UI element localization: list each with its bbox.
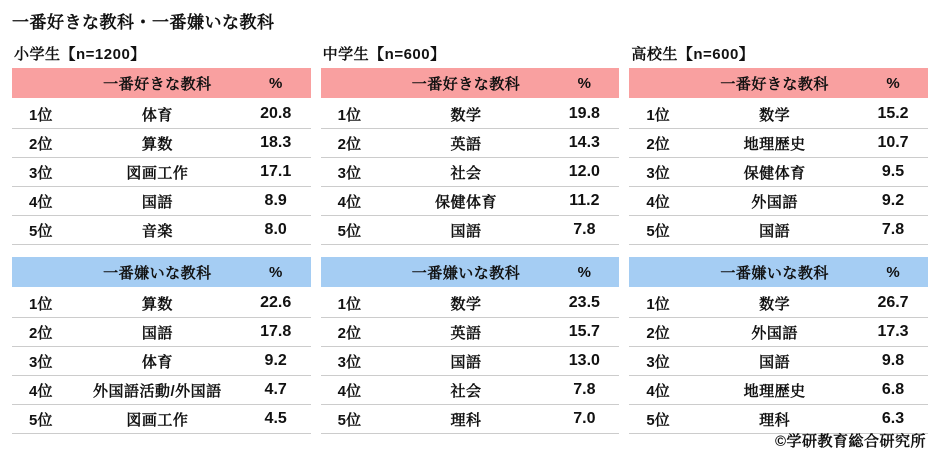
subject-cell: 英語 <box>450 324 482 342</box>
value-cell: 10.7 <box>877 134 909 151</box>
header-label: 一番嫌いな教科 <box>411 264 521 282</box>
rank-cell: 5位 <box>29 222 53 240</box>
rank-cell: 5位 <box>337 222 362 240</box>
rank-cell: 3位 <box>29 353 53 371</box>
percent-label: % <box>577 74 592 92</box>
rank-cell: 4位 <box>29 382 53 400</box>
section-header-favorite <box>321 68 620 98</box>
subject-cell: 数学 <box>450 295 482 313</box>
section-header-dislike <box>629 257 928 287</box>
rank-cell: 3位 <box>29 164 53 182</box>
value-cell: 7.8 <box>573 221 596 238</box>
value-cell: 20.8 <box>260 105 292 122</box>
value-cell: 14.3 <box>568 134 600 151</box>
rank-cell: 4位 <box>29 193 53 211</box>
rank-cell: 5位 <box>337 411 362 429</box>
subject-cell: 図画工作 <box>126 411 189 429</box>
percent-label: % <box>886 263 900 281</box>
table-row <box>629 347 928 376</box>
section-dislike <box>629 257 928 434</box>
rank-cell: 5位 <box>29 411 53 429</box>
table-row <box>629 187 928 216</box>
value-cell: 15.2 <box>877 105 909 122</box>
subject-cell: 社会 <box>450 382 482 400</box>
header-label: 一番嫌いな教科 <box>720 264 829 282</box>
rank-cell: 1位 <box>646 106 670 124</box>
value-cell: 15.7 <box>568 323 600 340</box>
table-row <box>629 129 928 158</box>
subject-cell: 算数 <box>141 295 173 313</box>
subject-cell: 英語 <box>450 135 482 153</box>
section-favorite <box>12 68 311 245</box>
value-cell: 4.7 <box>264 381 287 398</box>
value-cell: 6.8 <box>881 381 905 398</box>
table-row <box>321 376 620 405</box>
subject-cell: 体育 <box>141 106 173 124</box>
value-cell: 7.8 <box>881 221 905 238</box>
tables-container <box>12 41 928 434</box>
table-row <box>629 289 928 318</box>
table-row <box>12 158 311 187</box>
subject-cell: 図画工作 <box>126 164 189 182</box>
group-label: 高校生【n=600】 <box>631 46 755 63</box>
header-label: 一番嫌いな教科 <box>103 264 212 282</box>
group-elementary <box>12 41 311 434</box>
value-cell: 23.5 <box>568 294 600 311</box>
rank-cell: 3位 <box>337 164 362 182</box>
table-row <box>321 216 620 245</box>
table-row <box>629 318 928 347</box>
rank-cell: 2位 <box>646 324 670 342</box>
value-cell: 12.0 <box>568 163 600 180</box>
header-label: 一番好きな教科 <box>103 75 212 93</box>
section-dislike <box>12 257 311 434</box>
value-cell: 26.7 <box>877 294 909 311</box>
page-title: 一番好きな教科・一番嫌いな教科 <box>12 13 275 32</box>
value-cell: 9.2 <box>881 192 905 209</box>
rank-cell: 2位 <box>29 324 53 342</box>
table-row <box>12 289 311 318</box>
table-row <box>12 100 311 129</box>
rank-cell: 4位 <box>646 382 670 400</box>
value-cell: 7.0 <box>573 410 596 427</box>
subject-cell: 音楽 <box>141 222 173 240</box>
table-row <box>629 100 928 129</box>
subject-cell: 国語 <box>450 222 482 240</box>
section-header-favorite <box>629 68 928 98</box>
section-dislike <box>321 257 620 434</box>
subject-cell: 国語 <box>141 193 173 211</box>
table-row <box>12 318 311 347</box>
value-cell: 8.9 <box>264 192 287 209</box>
table-row <box>321 100 620 129</box>
rank-cell: 2位 <box>337 324 362 342</box>
value-cell: 19.8 <box>568 105 600 122</box>
percent-label: % <box>269 74 283 92</box>
rank-cell: 1位 <box>29 106 53 124</box>
rank-cell: 5位 <box>646 222 670 240</box>
subject-cell: 地理歴史 <box>743 135 806 153</box>
table-row <box>12 347 311 376</box>
table-row <box>321 158 620 187</box>
table-row <box>629 376 928 405</box>
table-row <box>12 376 311 405</box>
value-cell: 7.8 <box>573 381 596 398</box>
rank-cell: 5位 <box>646 411 670 429</box>
percent-label: % <box>269 263 283 281</box>
value-cell: 9.8 <box>881 352 905 369</box>
section-header-favorite <box>12 68 311 98</box>
subject-cell: 数学 <box>759 295 791 313</box>
subject-cell: 社会 <box>450 164 482 182</box>
value-cell: 9.2 <box>264 352 287 369</box>
subject-cell: 国語 <box>141 324 173 342</box>
table-row <box>12 187 311 216</box>
rank-cell: 4位 <box>646 193 670 211</box>
value-cell: 8.0 <box>264 221 287 238</box>
rank-cell: 1位 <box>337 295 362 313</box>
rank-cell: 2位 <box>646 135 670 153</box>
table-row <box>321 187 620 216</box>
subject-cell: 体育 <box>141 353 173 371</box>
table-row <box>629 216 928 245</box>
header-label: 一番好きな教科 <box>411 75 521 93</box>
subject-cell: 外国語 <box>751 193 798 211</box>
table-row <box>12 129 311 158</box>
rank-cell: 1位 <box>29 295 53 313</box>
percent-label: % <box>886 74 900 92</box>
table-row <box>12 405 311 434</box>
subject-cell: 理科 <box>759 411 791 429</box>
group-label: 小学生【n=1200】 <box>14 46 146 63</box>
rank-cell: 3位 <box>646 164 670 182</box>
table-row <box>321 318 620 347</box>
value-cell: 18.3 <box>260 134 292 151</box>
section-favorite <box>629 68 928 245</box>
rank-cell: 2位 <box>29 135 53 153</box>
rank-cell: 3位 <box>646 353 670 371</box>
table-row <box>629 158 928 187</box>
table-row <box>321 289 620 318</box>
table-row <box>12 216 311 245</box>
subject-cell: 地理歴史 <box>743 382 806 400</box>
subject-cell: 外国語活動/外国語 <box>93 382 222 400</box>
value-cell: 17.1 <box>260 163 292 180</box>
table-row <box>321 129 620 158</box>
subject-cell: 理科 <box>450 411 482 429</box>
rank-cell: 1位 <box>646 295 670 313</box>
rank-cell: 1位 <box>337 106 362 124</box>
subject-cell: 保健体育 <box>435 193 498 211</box>
subject-cell: 国語 <box>759 222 791 240</box>
header-label: 一番好きな教科 <box>720 75 829 93</box>
subject-cell: 数学 <box>450 106 482 124</box>
value-cell: 6.3 <box>881 410 905 427</box>
table-row <box>321 405 620 434</box>
rank-cell: 4位 <box>337 193 362 211</box>
rank-cell: 3位 <box>337 353 362 371</box>
group-junior-high <box>321 41 620 434</box>
subject-cell: 算数 <box>141 135 173 153</box>
section-favorite <box>321 68 620 245</box>
group-high-school <box>629 41 928 434</box>
value-cell: 9.5 <box>881 163 905 180</box>
value-cell: 13.0 <box>568 352 600 369</box>
value-cell: 4.5 <box>264 410 287 427</box>
subject-cell: 外国語 <box>751 324 798 342</box>
group-label: 中学生【n=600】 <box>322 46 446 63</box>
table-row <box>321 347 620 376</box>
subject-cell: 国語 <box>450 353 482 371</box>
value-cell: 17.8 <box>260 323 292 340</box>
value-cell: 22.6 <box>260 294 292 311</box>
copyright-credit: ©学研教育総合研究所 <box>774 433 926 450</box>
percent-label: % <box>577 263 592 281</box>
section-header-dislike <box>321 257 620 287</box>
subject-cell: 保健体育 <box>743 164 806 182</box>
rank-cell: 2位 <box>337 135 362 153</box>
value-cell: 11.2 <box>569 192 600 209</box>
section-header-dislike <box>12 257 311 287</box>
subject-cell: 国語 <box>759 353 791 371</box>
subject-cell: 数学 <box>759 106 791 124</box>
value-cell: 17.3 <box>877 323 909 340</box>
rank-cell: 4位 <box>337 382 362 400</box>
